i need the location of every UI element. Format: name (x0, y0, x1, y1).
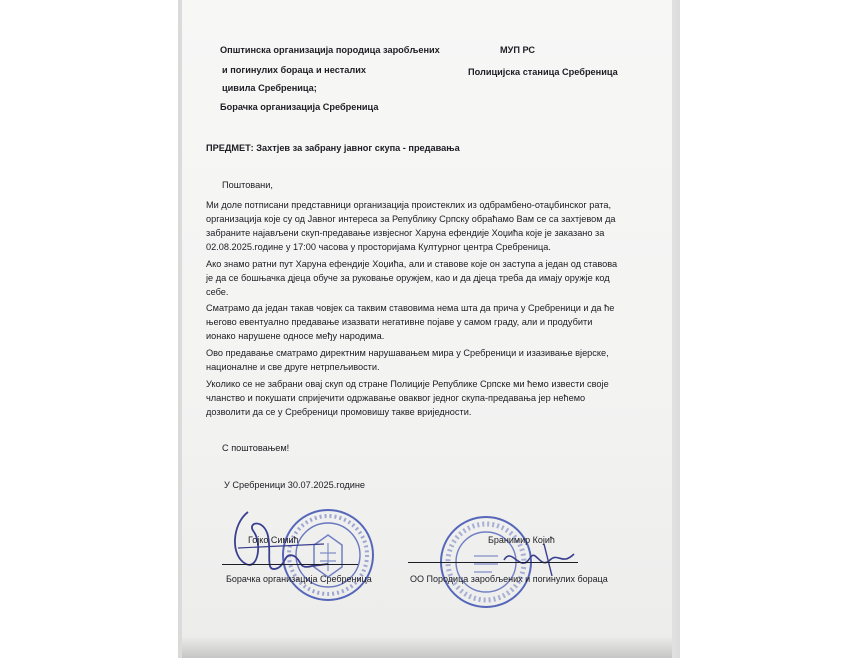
left-signatory-name: Гојко Симић (248, 535, 299, 545)
paragraph-line: организација које су од Јавног интереса за Републику Српску обраћамо Вам се са захтјевом да (206, 214, 616, 224)
right-signature-line (408, 562, 578, 563)
left-signatory-org: Борачка организација Сребреница (226, 574, 372, 584)
sender-line-1: Општинска организација породица заробљених (220, 45, 440, 55)
paragraph-line: себе. (206, 287, 229, 297)
paragraph-line: Ми доле потписани представници организација проистеклих из одбрамбено-отаџбинског рата, (206, 200, 612, 210)
paragraph-line: дозволити да се у Сребреници промовишу такве вриједности. (206, 407, 472, 417)
paragraph-line: је да се бошњачка дјеца обуче за руковање оружјем, као и да дјеца треба да имају оружје код (206, 273, 610, 283)
paragraph-line: његово евентуално предавање изазвати негативне појаве у самом граду, али и продубити (206, 317, 593, 327)
paragraph-5 (206, 377, 609, 419)
paragraph-2 (206, 257, 618, 299)
sender-line-3: цивила Сребреница; (222, 83, 317, 93)
paragraph-line: Ово предавање сматрамо директним нарушавањем мира у Сребреници и изазивање вјерске, (206, 348, 609, 358)
sender-line-4: Борачка организација Сребреница (220, 102, 379, 112)
paragraph-4 (206, 346, 609, 374)
right-signatory-org: ОО Породица заробљених и погинулих бораца (410, 574, 608, 584)
paragraph-1 (206, 198, 616, 254)
right-signatory-name: Бранимир Којић (488, 535, 555, 545)
left-signature-line (222, 564, 358, 565)
paragraph-line: Сматрамо да један такав човјек са таквим ставовима нема шта да прича у Сребреници и да ће (206, 303, 615, 313)
page-bottom-shadow (182, 636, 672, 658)
greeting: Поштовани, (222, 180, 273, 190)
sender-line-2: и погинулих бораца и несталих (222, 65, 367, 75)
letter-page (182, 0, 672, 658)
paragraph-line: забраните најављени скуп-предавање извјесног Харуна ефендије Хоџића које је заказано за (206, 228, 605, 238)
paragraph-line: чланство и покушати спријечити одржавање оваквог једног скупа-предавања јер нећемо (206, 393, 586, 403)
paragraph-line: Ако знамо ратни пут Харуна ефендије Хоџића, али и ставове које он заступа а један од ставова (206, 259, 618, 269)
recipient-line-1: МУП РС (500, 45, 536, 55)
paragraph-line: националне и све друге нетрпељивости. (206, 362, 380, 372)
place-date: У Сребреници 30.07.2025.године (224, 480, 366, 490)
paragraph-line: Уколико се не забрани овај скуп од стране Полиције Републике Српске ми ћемо извести своје (206, 379, 609, 389)
subject-line: ПРЕДМЕТ: Захтјев за забрану јавног скупа - предавања (206, 143, 460, 153)
recipient-line-2: Полицијска станица Сребреница (468, 67, 618, 77)
paragraph-line: ионако нарушене односе међу народима. (206, 331, 385, 341)
closing: С поштовањем! (222, 443, 290, 453)
paragraph-3 (206, 301, 615, 343)
document-photo (178, 0, 680, 658)
paragraph-line: 02.08.2025.године у 17:00 часова у просторијама Културног центра Сребреница. (206, 242, 551, 252)
